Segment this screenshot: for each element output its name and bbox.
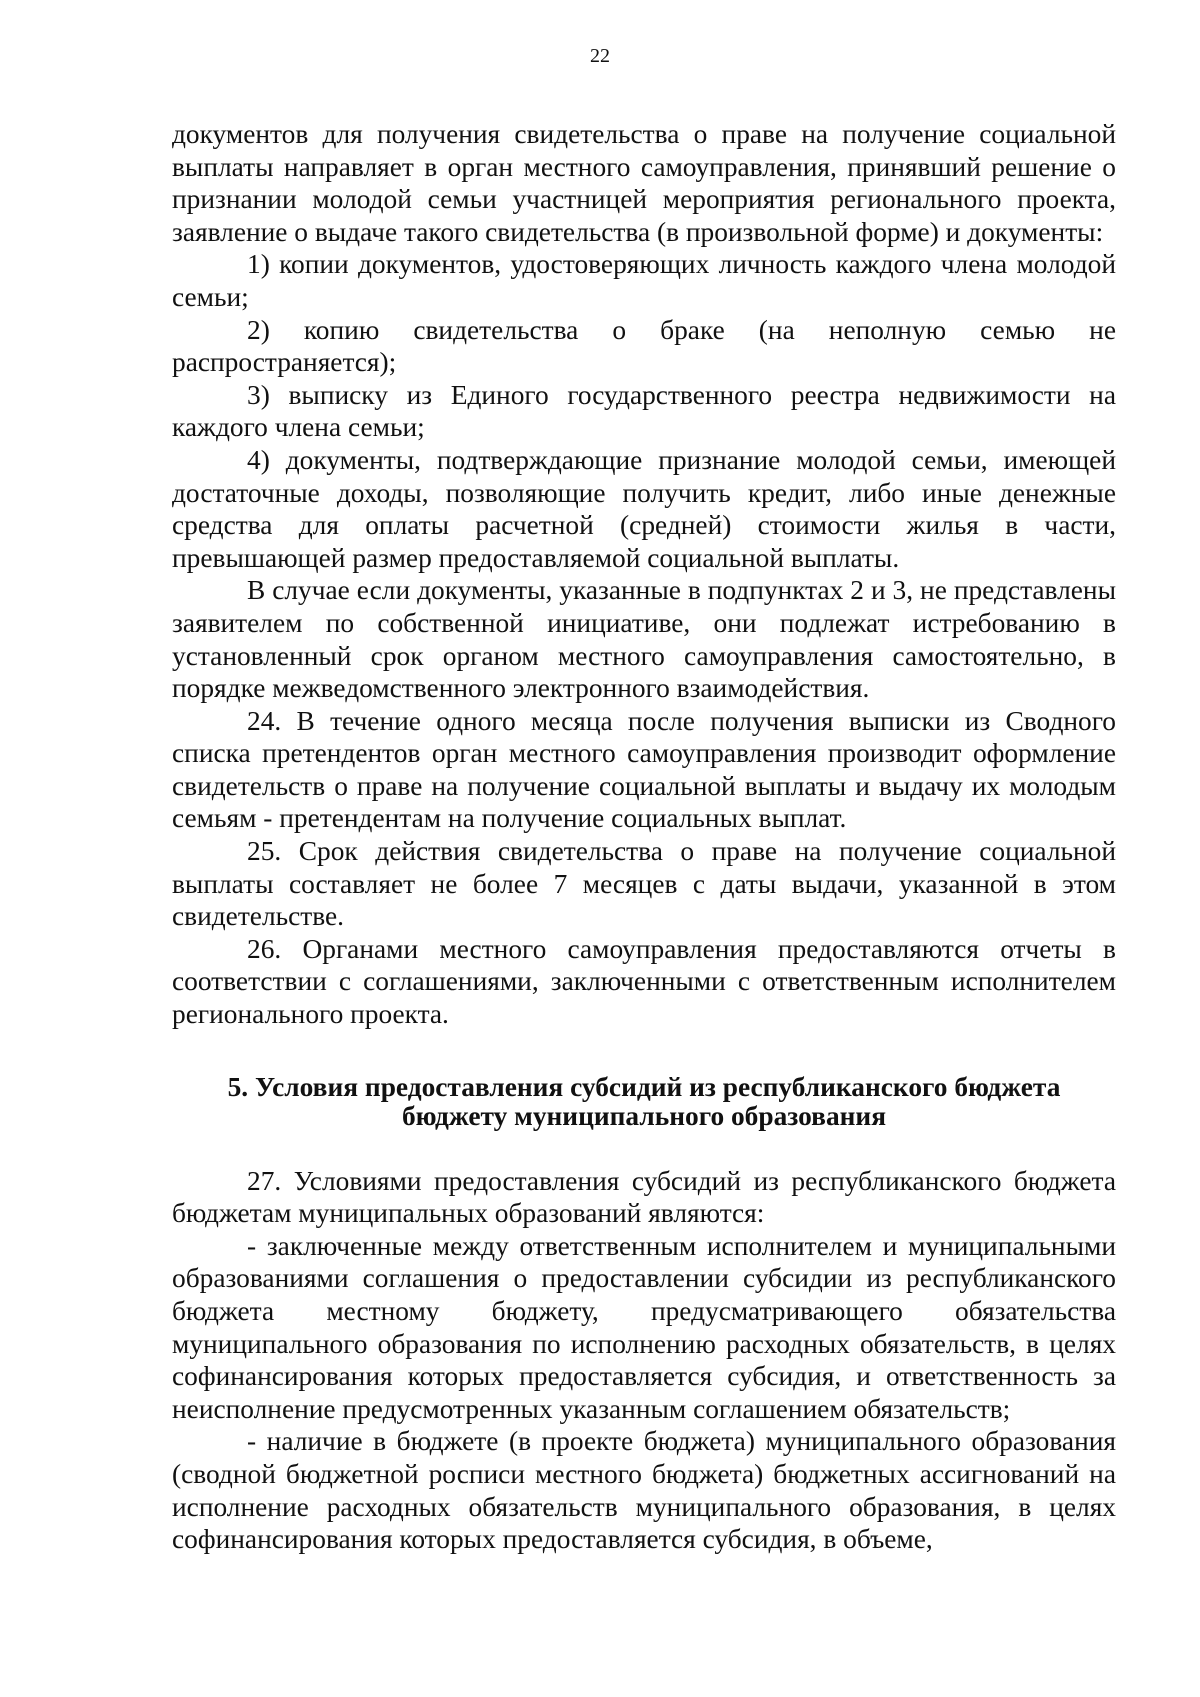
paragraph-documents-request: В случае если документы, указанные в подпунктах 2 и 3, не представлены заявителем по собственной инициативе, они подлежат истребованию в установленный срок органом местного самоуправления самостоятельно, в порядке межведомственного электронного взаимодействия. <box>172 575 1116 704</box>
paragraph-24: 24. В течение одного месяца после получения выписки из Сводного списка претендентов орган местного самоуправления производит оформление свидетельств о праве на получение социальной выплаты и выдачу их молодым семьям - претендентам на получение социальных выплат. <box>172 705 1116 834</box>
paragraph-25: 25. Срок действия свидетельства о праве на получение социальной выплаты составляет не более 7 месяцев с даты выдачи, указанной в этом свидетельстве. <box>172 836 1116 932</box>
document-body <box>172 118 1116 1556</box>
list-item-1: 1) копии документов, удостоверяющих личность каждого члена молодой семьи; <box>172 249 1116 312</box>
paragraph-27: 27. Условиями предоставления субсидий из республиканского бюджета бюджетам муниципальных образований являются: <box>172 1165 1116 1229</box>
condition-item-budget: - наличие в бюджете (в проекте бюджета) муниципального образования (сводной бюджетной росписи местного бюджета) бюджетных ассигнований на исполнение расходных обязательств муниципального образования, в целях софинансирования которых предоставляется субсидия, в объеме, <box>172 1426 1116 1555</box>
page-number: 22 <box>590 45 610 67</box>
paragraph-26: 26. Органами местного самоуправления предоставляются отчеты в соответствии с соглашениями, заключенными с ответственным исполнителем регионального проекта. <box>172 933 1116 1030</box>
section-5-heading <box>172 1073 1116 1131</box>
section-5-heading-line-2: бюджету муниципального образования <box>401 1100 887 1131</box>
section-5-heading-line-1: 5. Условия предоставления субсидий из республиканского бюджета <box>227 1071 1061 1102</box>
list-item-4: 4) документы, подтверждающие признание молодой семьи, имеющей достаточные доходы, позволяющие получить кредит, либо иные денежные средства для оплаты расчетной (средней) стоимости жилья в части, превышающей размер предоставляемой социальной выплаты. <box>172 444 1116 573</box>
list-item-2: 2) копию свидетельства о браке (на неполную семью не распространяется); <box>172 314 1116 378</box>
paragraph-continuation: документов для получения свидетельства о праве на получение социальной выплаты направляет в орган местного самоуправления, принявший решение о признании молодой семьи участницей мероприятия регионального проекта, заявление о выдаче такого свидетельства (в произвольной форме) и документы: <box>172 119 1116 247</box>
condition-item-agreements: - заключенные между ответственным исполнителем и муниципальными образованиями соглашения о предоставлении субсидии из республиканского бюджета местному бюджету, предусматривающего обязательства муниципального образования по исполнению расходных обязательств, в целях софинансирования которых предоставляется субсидия, и ответственность за неисполнение предусмотренных указанным соглашением обязательств; <box>172 1230 1116 1424</box>
list-item-3: 3) выписку из Единого государственного реестра недвижимости на каждого члена семьи; <box>172 379 1116 443</box>
